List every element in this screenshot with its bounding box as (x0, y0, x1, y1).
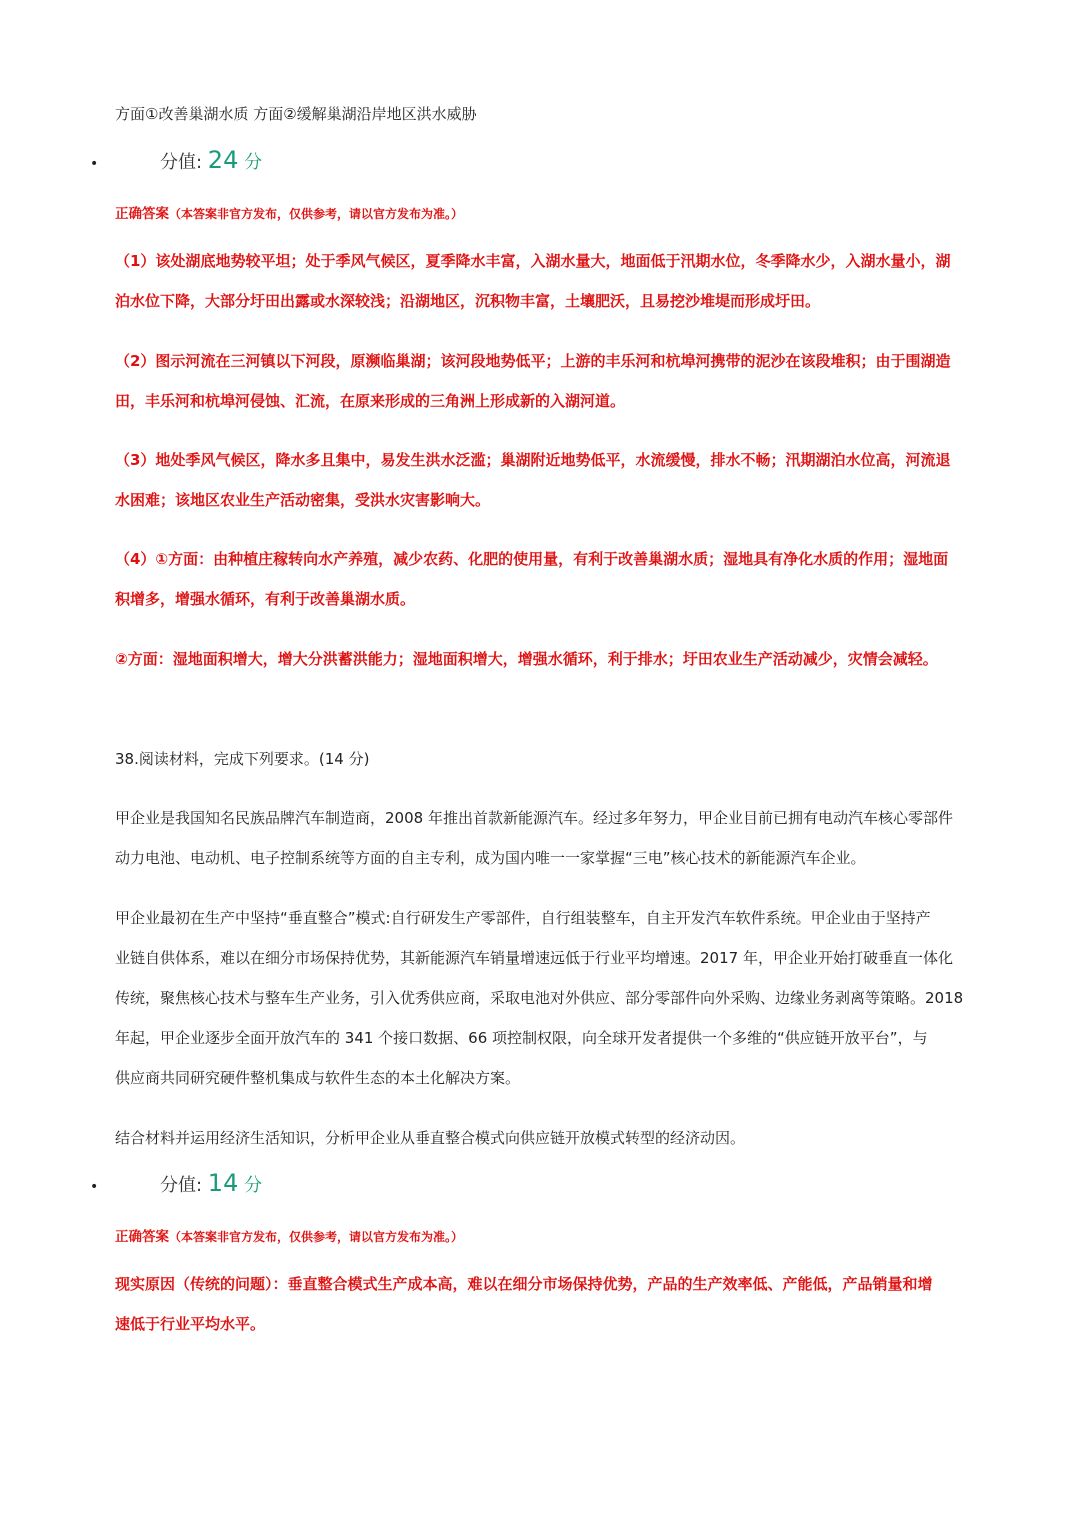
q37-intro-line: 方面①改善巢湖水质 方面②缓解巢湖沿岸地区洪水威胁 (115, 105, 477, 123)
q38-paragraph-line: 甲企业是我国知名民族品牌汽车制造商，2008 年推出首款新能源汽车。经过多年努力，甲企业目前已拥有电动汽车核心零部件 (115, 809, 953, 827)
q37-answer-line: （1）该处湖底地势较平坦；处于季风气候区，夏季降水丰富，入湖水量大，地面低于汛期水位，冬季降水少，入湖水量小，湖 (115, 252, 951, 270)
q38-paragraph-line: 甲企业最初在生产中坚持“垂直整合”模式:自行研发生产零部件，自行组装整车，自主开发汽车软件系统。甲企业由于坚持产 (115, 909, 931, 927)
q38-paragraph-line: 传统，聚焦核心技术与整车生产业务，引入优秀供应商，采取电池对外供应、部分零部件向外采购、边缘业务剥离等策略。2018 (115, 989, 964, 1007)
q37-answer-line: ②方面：湿地面积增大，增大分洪蓄洪能力；湿地面积增大，增强水循环，利于排水；圩田农业生产活动减少，灾情会减轻。 (115, 650, 938, 668)
q38-question-line: 结合材料并运用经济生活知识，分析甲企业从垂直整合模式向供应链开放模式转型的经济动因。 (115, 1129, 746, 1147)
q38-paragraph-line: 年起，甲企业逐步全面开放汽车的 341 个接口数据、66 项控制权限，向全球开发者提供一个多维的“供应链开放平台”，与 (115, 1029, 928, 1047)
answer-note: （本答案非官方发布，仅供参考，请以官方发布为准。） (169, 207, 464, 221)
q38-answer-line: 现实原因（传统的问题）：垂直整合模式生产成本高，难以在细分市场保持优势，产品的生产效率低、产能低，产品销量和增 (115, 1275, 933, 1293)
score-unit: 分 (238, 152, 263, 173)
q37-answer-line: 积增多，增强水循环，有利于改善巢湖水质。 (115, 590, 416, 608)
q38-score (160, 1169, 262, 1197)
q38-title: 38.阅读材料，完成下列要求。(14 分) (115, 750, 370, 768)
bullet-marker: • (90, 156, 99, 172)
q37-answer-line: 水困难；该地区农业生产活动密集，受洪水灾害影响大。 (115, 491, 491, 509)
q37-answer-heading (115, 202, 975, 222)
answer-note: （本答案非官方发布，仅供参考，请以官方发布为准。） (169, 1230, 464, 1244)
score-value: 24 (207, 146, 239, 174)
score-label: 分值: (160, 1175, 208, 1196)
score-value: 14 (207, 1169, 239, 1197)
answer-head: 正确答案 (115, 1229, 169, 1245)
q38-paragraph-line: 动力电池、电动机、电子控制系统等方面的自主专利，成为国内唯一一家掌握“三电”核心技术的新能源汽车企业。 (115, 849, 866, 867)
score-label: 分值: (160, 152, 208, 173)
q37-answer-line: （4）①方面：由种植庄稼转向水产养殖，减少农药、化肥的使用量，有利于改善巢湖水质；湿地具有净化水质的作用；湿地面 (115, 550, 949, 568)
q37-answer-line: （2）图示河流在三河镇以下河段，原濒临巢湖；该河段地势低平；上游的丰乐河和杭埠河携带的泥沙在该段堆积；由于围湖造 (115, 352, 951, 370)
answer-head: 正确答案 (115, 206, 169, 222)
q38-paragraph-line: 供应商共同研究硬件整机集成与软件生态的本土化解决方案。 (115, 1069, 521, 1087)
q37-answer-line: （3）地处季风气候区，降水多且集中，易发生洪水泛滥；巢湖附近地势低平，水流缓慢，排水不畅；汛期湖泊水位高，河流退 (115, 451, 951, 469)
q38-answer-heading (115, 1225, 975, 1245)
q38-answer-line: 速低于行业平均水平。 (115, 1315, 266, 1333)
bullet-marker: • (90, 1179, 99, 1195)
q37-answer-line: 田，丰乐河和杭埠河侵蚀、汇流，在原来形成的三角洲上形成新的入湖河道。 (115, 392, 626, 410)
q37-answer-line: 泊水位下降，大部分圩田出露或水深较浅；沿湖地区，沉积物丰富，土壤肥沃，且易挖沙堆堤而形成圩田。 (115, 292, 821, 310)
q37-score (160, 146, 262, 174)
score-unit: 分 (238, 1175, 263, 1196)
q38-paragraph-line: 业链自供体系，难以在细分市场保持优势，其新能源汽车销量增速远低于行业平均增速。2017 年，甲企业开始打破垂直一体化 (115, 949, 953, 967)
